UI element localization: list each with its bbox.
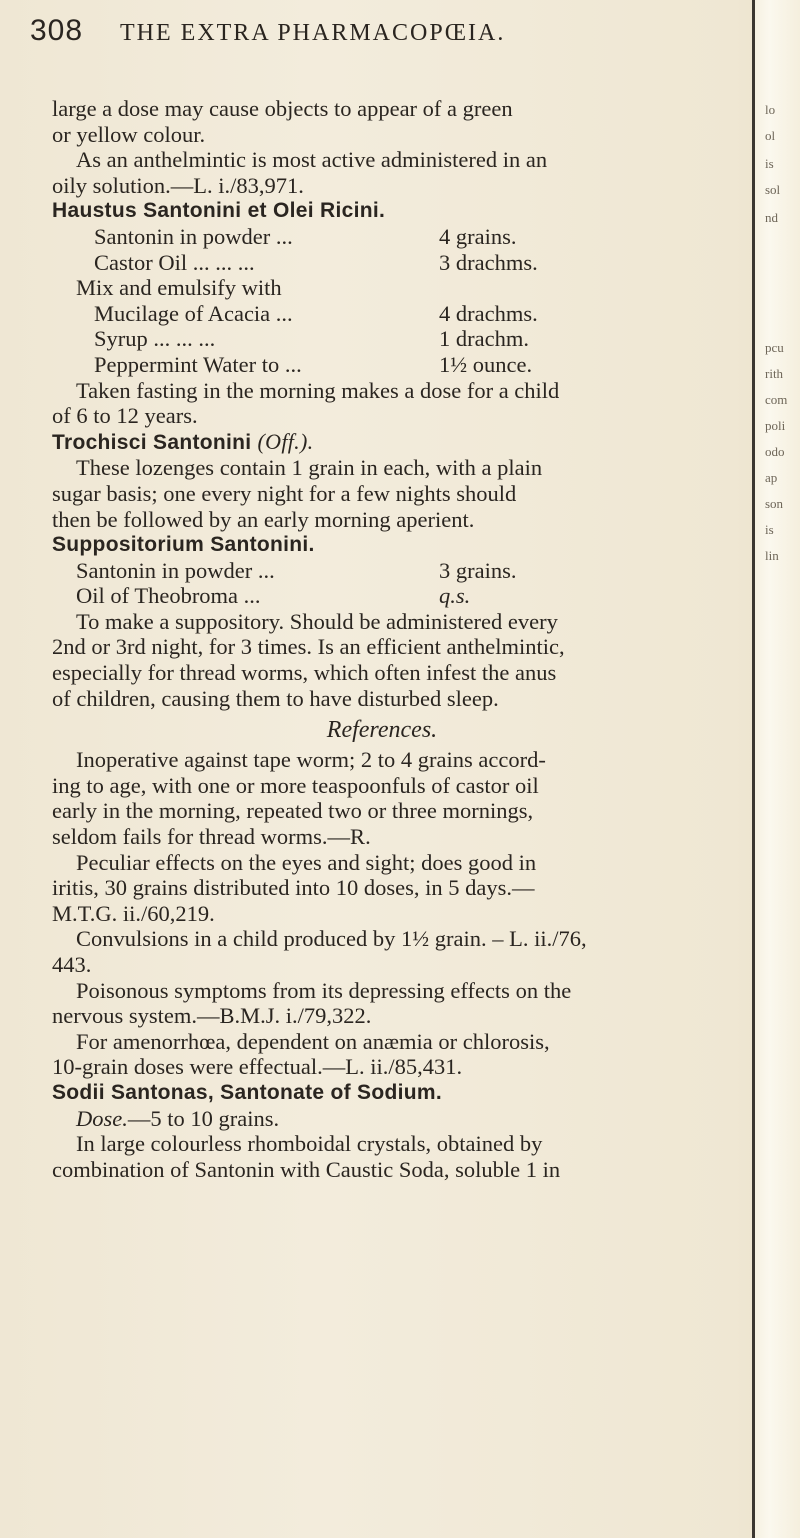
gutter-fragment: son [765, 496, 784, 511]
text-line: of 6 to 12 years. [52, 403, 198, 429]
gutter-fragment: odo [765, 444, 785, 459]
text-line: 2nd or 3rd night, for 3 times. Is an efficient anthelmintic, [52, 634, 565, 660]
running-title: THE EXTRA PHARMACOPŒIA. [120, 20, 506, 46]
text-line: large a dose may cause objects to appear of a green [52, 96, 513, 121]
gutter-fragment: ap [765, 470, 778, 485]
text-line: 10-grain doses were effectual.—L. ii./85,431. [52, 1054, 463, 1080]
text-line: seldom fails for thread worms.—R. [52, 824, 371, 850]
text-line: ing to age, with one or more teaspoonfuls of castor oil [52, 772, 539, 798]
page-number: 308 [30, 14, 84, 47]
heading-sodii-santonas: Sodii Santonas, Santonate of Sodium. [52, 1080, 442, 1104]
facing-page-edge [752, 0, 800, 1538]
text-line: of children, causing them to have disturbed sleep. [52, 685, 499, 711]
gutter-fragment: sol [765, 182, 781, 197]
heading-haustus: Haustus Santonini et Olei Ricini. [52, 199, 386, 223]
recipe-row [52, 583, 742, 609]
text-line: iritis, 30 grains distributed into 10 doses, in 5 days.— [52, 875, 535, 901]
quantity: 3 drachms. [439, 249, 538, 275]
recipe-row [52, 224, 742, 250]
references-heading: References. [326, 717, 438, 744]
text-line: especially for thread worms, which often infest the anus [52, 660, 557, 686]
gutter-fragment: rith [765, 366, 784, 381]
text-line: Peculiar effects on the eyes and sight; does good in [76, 849, 537, 875]
gutter-fragment: poli [765, 418, 786, 433]
text-line: For amenorrhœa, dependent on anæmia or chlorosis, [76, 1028, 550, 1054]
text-line: To make a suppository. Should be administered every [76, 608, 558, 634]
ingredient: Syrup ... ... ... [94, 326, 216, 352]
text-line: Poisonous symptoms from its depressing effects on the [76, 977, 572, 1003]
recipe-row [52, 250, 742, 276]
gutter-fragment: nd [765, 210, 778, 225]
dose-line [52, 1106, 742, 1132]
ingredient: Peppermint Water to ... [94, 351, 302, 377]
text-line: then be followed by an early morning aperient. [52, 506, 475, 532]
text-line: sugar basis; one every night for a few nights should [52, 480, 517, 506]
recipe-row [52, 352, 742, 378]
heading-trochisci [52, 429, 742, 456]
text-line: 443. [52, 952, 92, 977]
quantity: 4 grains. [439, 223, 517, 249]
text-line: M.T.G. ii./60,219. [52, 900, 215, 926]
text-line: As an anthelmintic is most active administered in an [76, 147, 548, 173]
text-line: In large colourless rhomboidal crystals, obtained by [76, 1131, 543, 1157]
quantity: 1 drachm. [439, 326, 529, 352]
quantity: 3 grains. [439, 557, 517, 583]
ingredient: Oil of Theobroma ... [76, 583, 261, 609]
gutter-fragment: ol [765, 128, 776, 143]
body-text [52, 96, 742, 1182]
quantity: q.s. [439, 583, 471, 609]
text-line: oily solution.—L. i./83,971. [52, 172, 304, 198]
ingredient: Mucilage of Acacia ... [94, 300, 293, 326]
ingredient: Santonin in powder ... [76, 557, 275, 583]
gutter-fragment: is [765, 522, 774, 537]
dose-text: —5 to 10 grains. [127, 1105, 280, 1131]
text-line: early in the morning, repeated two or three mornings, [52, 798, 534, 824]
text-line: nervous system.—B.M.J. i./79,322. [52, 1003, 372, 1029]
text-line: Taken fasting in the morning makes a dose for a child [76, 377, 560, 403]
text-line: These lozenges contain 1 grain in each, with a plain [76, 455, 543, 481]
gutter-fragment: pcu [765, 340, 784, 355]
gutter-fragment: com [765, 392, 788, 407]
text-line: Convulsions in a child produced by 1½ grain. – L. ii./76, [76, 926, 587, 952]
gutter-fragment: lin [765, 548, 779, 563]
dose-label: Dose. [76, 1105, 128, 1131]
ingredient: Santonin in powder ... [94, 223, 293, 249]
quantity: 4 drachms. [439, 300, 538, 326]
heading-suppositorium: Suppositorium Santonini. [52, 533, 315, 557]
text-line: combination of Santonin with Caustic Soda, soluble 1 in [52, 1156, 561, 1182]
page-header [30, 14, 730, 54]
gutter-fragment: is [765, 156, 774, 171]
text-line: Mix and emulsify with [76, 275, 282, 301]
ingredient: Castor Oil ... ... ... [94, 249, 255, 275]
recipe-row [52, 326, 742, 352]
quantity: 1½ ounce. [439, 351, 533, 377]
heading-text: Trochisci Santonini [52, 430, 252, 454]
text-line: Inoperative against tape worm; 2 to 4 grains accord- [76, 747, 546, 773]
recipe-row [52, 301, 742, 327]
gutter-fragment: lo [765, 102, 776, 117]
official-mark: (Off.). [257, 428, 314, 454]
recipe-row [52, 558, 742, 584]
text-line: or yellow colour. [52, 121, 206, 147]
